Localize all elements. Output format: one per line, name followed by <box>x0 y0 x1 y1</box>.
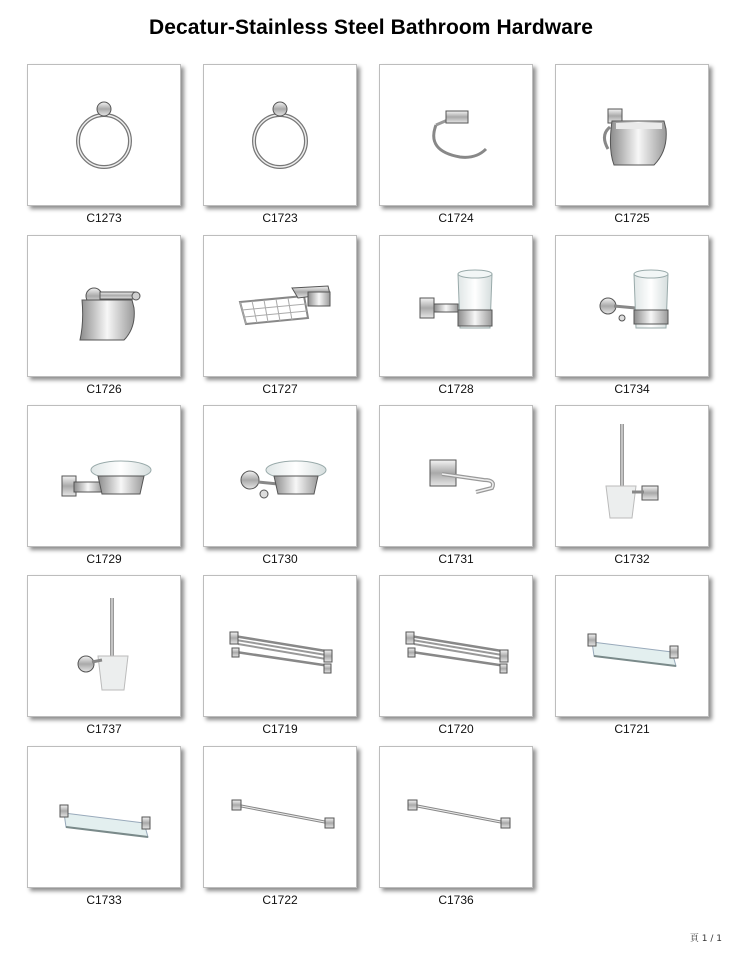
product-code: C1725 <box>614 211 650 225</box>
product-code: C1734 <box>614 382 650 396</box>
page-counter: 頁 1 / 1 <box>689 934 722 944</box>
product-code: C1723 <box>262 211 298 225</box>
page-title: Decatur-Stainless Steel Bathroom Hardware <box>148 16 594 39</box>
tumbler-holder-square-icon <box>380 236 532 376</box>
tumbler-holder-round-icon <box>556 236 708 376</box>
towel-rack-shelf-icon <box>204 576 356 716</box>
product-code: C1721 <box>614 722 650 736</box>
product-card <box>379 405 533 547</box>
product-code: C1733 <box>86 893 122 907</box>
paper-holder-round-icon <box>28 236 180 376</box>
product-card <box>555 64 709 206</box>
product-code: C1722 <box>262 893 298 907</box>
product-code: C1736 <box>438 893 474 907</box>
towel-bar-icon <box>204 747 356 887</box>
product-code: C1730 <box>262 552 298 566</box>
towel-ring-open-icon <box>380 65 532 205</box>
product-code: C1729 <box>86 552 122 566</box>
towel-ring-round-icon <box>204 65 356 205</box>
product-card <box>555 575 709 717</box>
product-code: C1273 <box>86 211 122 225</box>
product-card <box>203 746 357 888</box>
product-card <box>27 235 181 377</box>
product-card <box>555 405 709 547</box>
robe-hook-icon <box>380 406 532 546</box>
product-card <box>203 405 357 547</box>
product-card <box>27 746 181 888</box>
toilet-brush-round-icon <box>28 576 180 716</box>
paper-holder-square-icon <box>556 65 708 205</box>
product-code: C1727 <box>262 382 298 396</box>
product-card <box>203 575 357 717</box>
product-code: C1726 <box>86 382 122 396</box>
soap-dish-square-icon <box>28 406 180 546</box>
product-card <box>27 405 181 547</box>
soap-basket-icon <box>204 236 356 376</box>
towel-ring-round-icon <box>28 65 180 205</box>
toilet-brush-square-icon <box>556 406 708 546</box>
product-code: C1724 <box>438 211 474 225</box>
product-card <box>379 575 533 717</box>
product-card <box>379 746 533 888</box>
towel-rack-shelf-icon <box>380 576 532 716</box>
product-code: C1737 <box>86 722 122 736</box>
product-code: C1732 <box>614 552 650 566</box>
soap-dish-round-icon <box>204 406 356 546</box>
product-code: C1728 <box>438 382 474 396</box>
product-card <box>203 235 357 377</box>
product-card <box>203 64 357 206</box>
product-card <box>27 64 181 206</box>
product-code: C1720 <box>438 722 474 736</box>
product-card <box>379 235 533 377</box>
product-card <box>379 64 533 206</box>
product-card <box>555 235 709 377</box>
glass-shelf-icon <box>28 747 180 887</box>
product-code: C1719 <box>262 722 298 736</box>
glass-shelf-icon <box>556 576 708 716</box>
towel-bar-icon <box>380 747 532 887</box>
product-code: C1731 <box>438 552 474 566</box>
product-card <box>27 575 181 717</box>
